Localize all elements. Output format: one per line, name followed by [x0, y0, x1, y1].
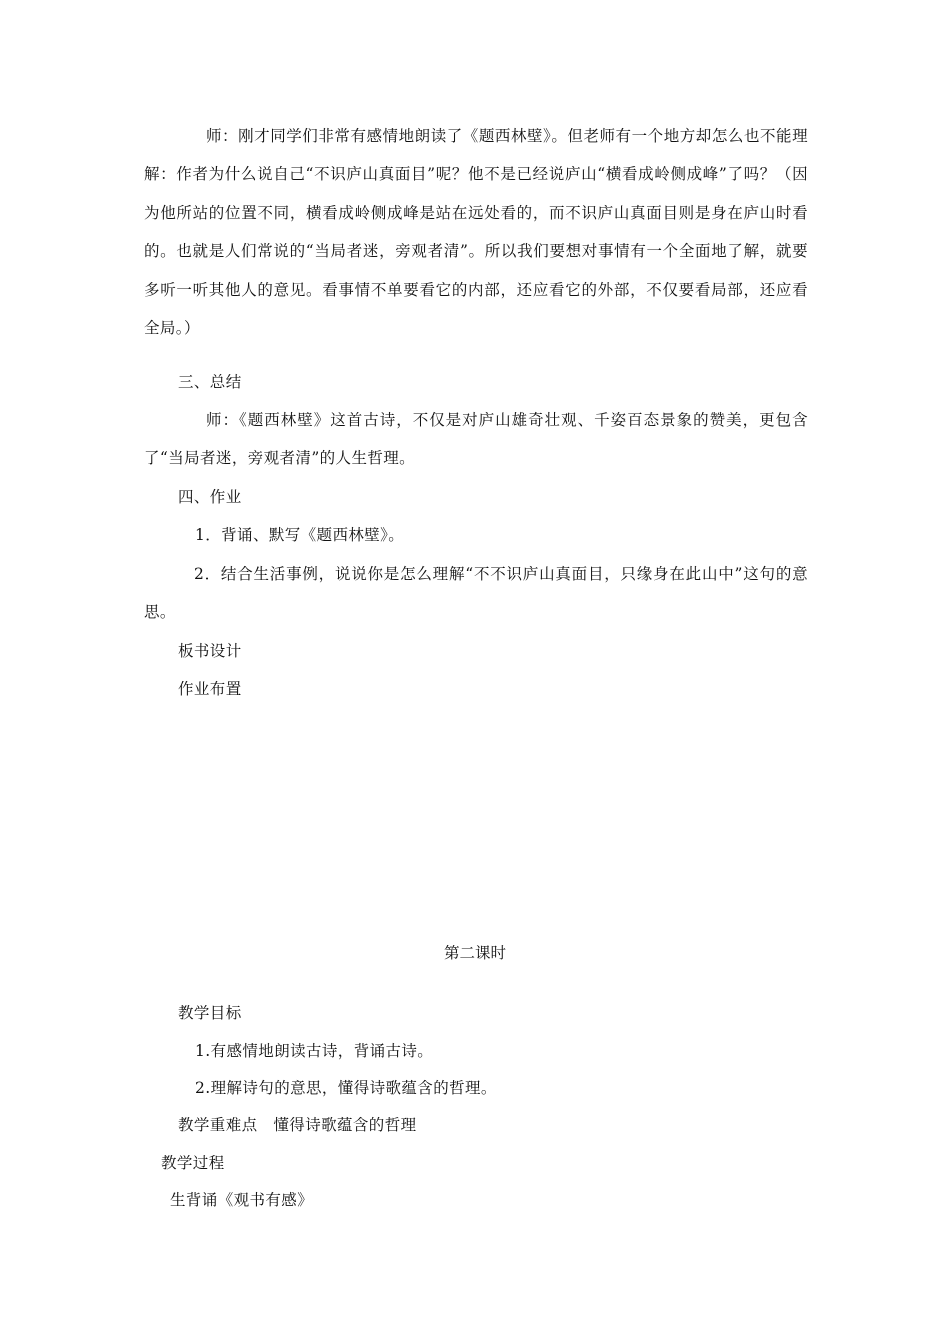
teaching-goal-2: 2.理解诗句的意思，懂得诗歌蕴含的哲理。 — [195, 1079, 497, 1097]
teaching-goals-heading: 教学目标 — [178, 1004, 242, 1022]
homework-item-1: 1．背诵、默写《题西林壁》。 — [195, 526, 405, 544]
homework-item-2: 2．结合生活事例，说说你是怎么理解“不不识庐山真面目，只缘身在此山中”这句的意思。 — [144, 565, 808, 622]
lesson-two-title: 第二课时 — [443, 944, 506, 962]
teaching-goal-1: 1.有感情地朗读古诗，背诵古诗。 — [195, 1042, 434, 1060]
homework-assignment-label: 作业布置 — [178, 680, 242, 698]
homework-heading: 四、作业 — [178, 488, 242, 506]
key-difficult-points: 教学重难点 懂得诗歌蕴含的哲理 — [178, 1116, 417, 1134]
board-design-label: 板书设计 — [178, 642, 242, 660]
summary-heading: 三、总结 — [178, 373, 242, 391]
student-recite-line: 生背诵《观书有感》 — [170, 1191, 314, 1209]
summary-paragraph: 师：《题西林壁》这首古诗，不仅是对庐山雄奇壮观、千姿百态景象的赞美，更包含了“当局者迷，旁观者清”的人生哲理。 — [144, 411, 808, 468]
teaching-process-heading: 教学过程 — [161, 1154, 225, 1172]
teacher-explanation-paragraph: 师：刚才同学们非常有感情地朗读了《题西林壁》。但老师有一个地方却怎么也不能理解：作者为什么说自己“不识庐山真面目”呢？他不是已经说庐山“横看成岭侧成峰”了吗？（因为他所站的位置不同，横看成岭侧成峰是站在远处看的，而不识庐山真面目则是身在庐山时看的。也就是人们常说的“当局者迷，旁观者清”。所以我们要想对事情有一个全面地了解，就要多听一听其他人的意见。看事情不单要看它的内部，还应看它的外部，不仅要看局部，还应看全局。） — [144, 127, 808, 338]
